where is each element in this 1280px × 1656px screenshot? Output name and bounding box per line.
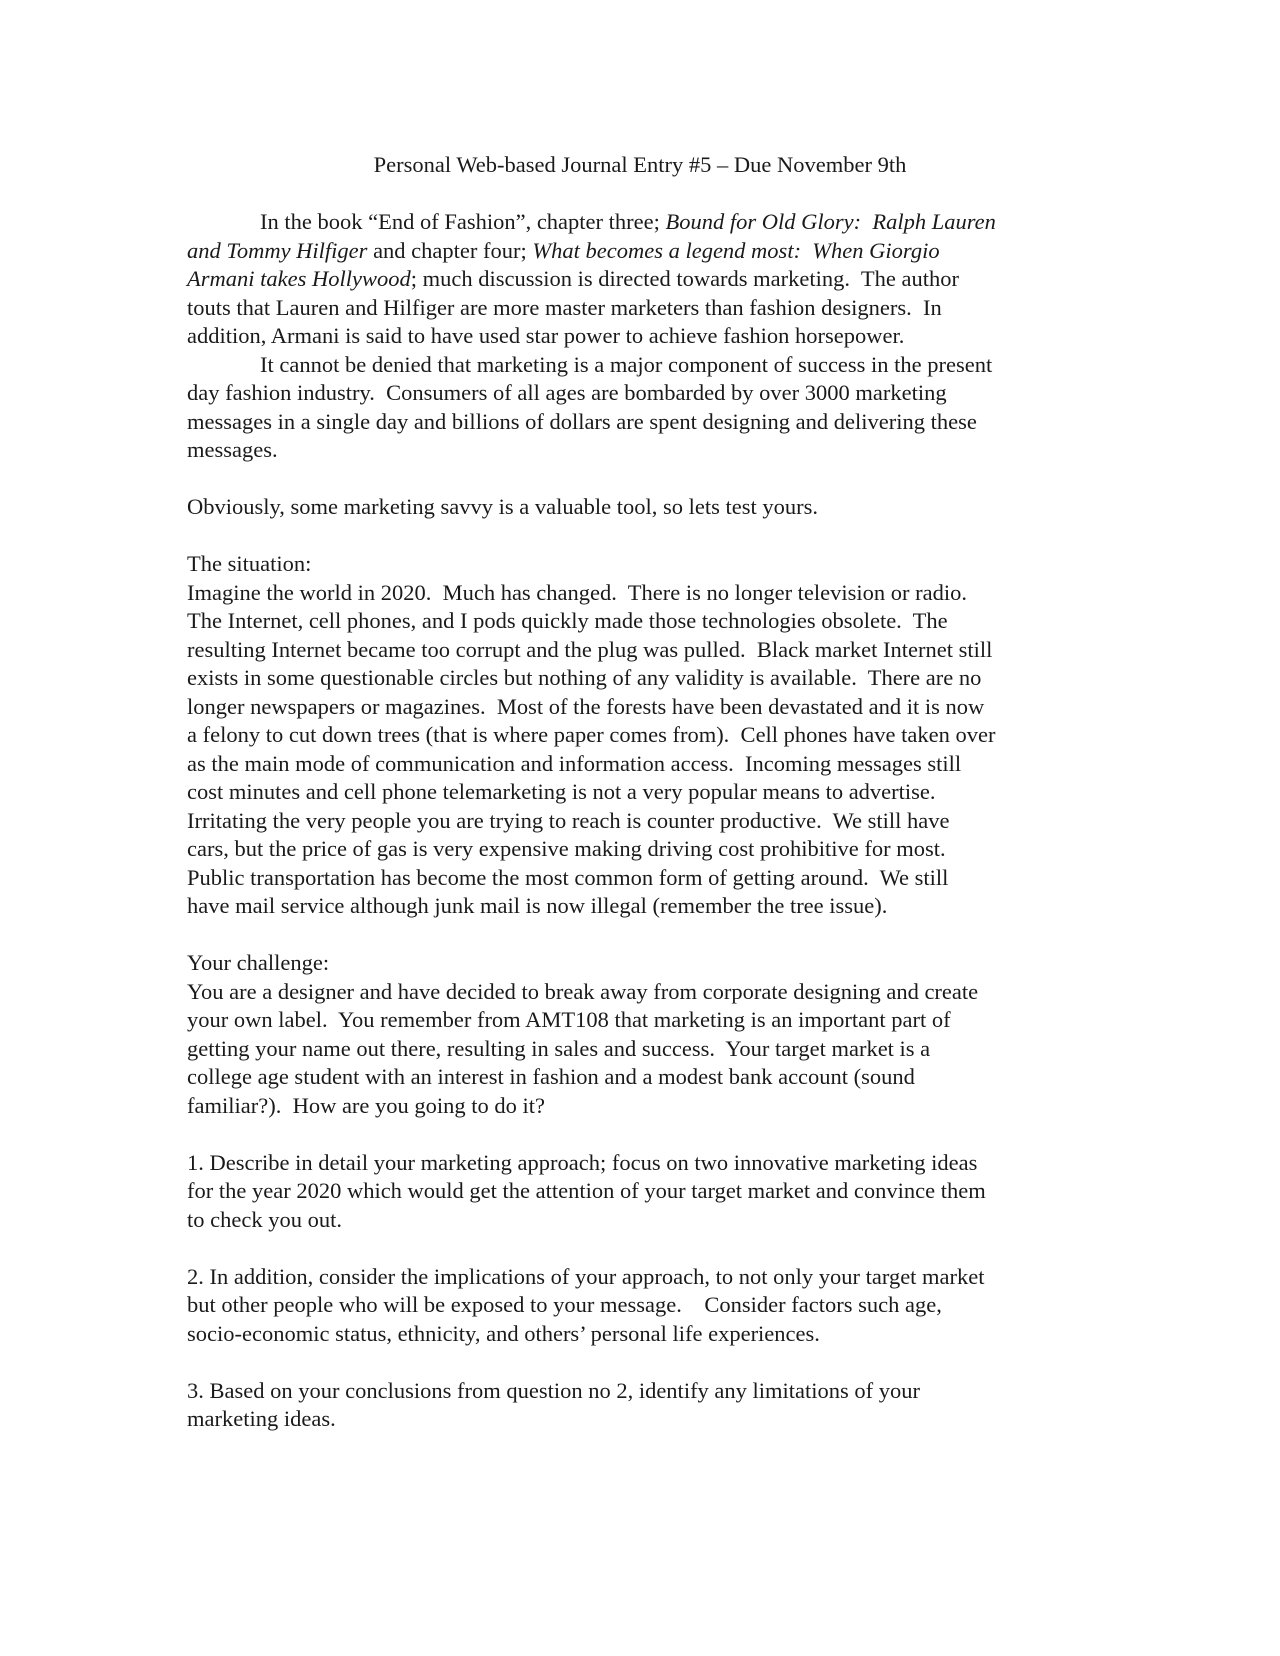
question-line: 3. Based on your conclusions from question no 2, identify any limitations of your — [187, 1377, 921, 1403]
challenge-line: familiar?). How are you going to do it? — [187, 1092, 546, 1118]
situation-line: have mail service although junk mail is now illegal (remember the tree issue). — [187, 893, 888, 918]
paragraph-line: messages in a single day and billions of dollars are spent designing and delivering these — [187, 408, 977, 434]
question-2 — [187, 1263, 1087, 1349]
question-line: for the year 2020 which would get the attention of your target market and convince them — [187, 1178, 986, 1203]
intro-line — [187, 237, 1087, 266]
blank-line — [187, 1348, 1087, 1377]
question-1 — [187, 1149, 1087, 1235]
question-line: 2. In addition, consider the implications of your approach, to not only your target market — [187, 1263, 985, 1289]
question-3 — [187, 1377, 1087, 1434]
intro-text: In the book “End of Fashion”, chapter three; — [260, 209, 666, 234]
situation-line: a felony to cut down trees (that is where paper comes from). Cell phones have taken over — [187, 722, 996, 747]
challenge-line: your own label. You remember from AMT108 that marketing is an important part of — [187, 1007, 951, 1032]
book-chapter-title: What becomes a legend most: When Giorgio — [532, 237, 940, 263]
blank-line — [187, 1120, 1087, 1149]
blank-line — [187, 1234, 1087, 1263]
question-line: socio-economic status, ethnicity, and others’ personal life experiences. — [187, 1320, 820, 1346]
book-chapter-title: and Tommy Hilfiger — [187, 237, 368, 263]
paragraph-line: It cannot be denied that marketing is a major component of success in the present — [260, 351, 993, 377]
document-title: Personal Web-based Journal Entry #5 – Due November 9th — [373, 152, 907, 177]
book-chapter-title: Bound for Old Glory: Ralph Lauren — [665, 209, 996, 234]
question-line: but other people who will be exposed to your message. Consider factors such age, — [187, 1292, 942, 1317]
intro-text: and chapter four; — [367, 237, 533, 263]
intro-line — [187, 265, 1087, 294]
document-body — [187, 208, 1087, 1434]
challenge-line: You are a designer and have decided to break away from corporate designing and create — [187, 978, 979, 1004]
situation-line: Public transportation has become the most common form of getting around. We still — [187, 864, 949, 890]
question-line: marketing ideas. — [187, 1406, 336, 1431]
intro-line — [187, 208, 1087, 237]
situation-line: The Internet, cell phones, and I pods quickly made those technologies obsolete. The — [187, 608, 948, 633]
question-line: 1. Describe in detail your marketing approach; focus on two innovative marketing ideas — [187, 1149, 978, 1175]
book-chapter-title: Armani takes Hollywood — [187, 266, 411, 291]
situation-line: cars, but the price of gas is very expensive making driving cost prohibitive for most. — [187, 836, 946, 861]
marketing-paragraph — [187, 351, 1087, 465]
situation-line: as the main mode of communication and information access. Incoming messages still — [187, 750, 962, 776]
challenge-heading: Your challenge: — [187, 950, 330, 975]
question-line: to check you out. — [187, 1206, 342, 1232]
situation-line: Irritating the very people you are trying to reach is counter productive. We still have — [187, 807, 950, 833]
intro-paragraph — [187, 208, 1087, 351]
obviously-line: Obviously, some marketing savvy is a valuable tool, so lets test yours. — [187, 494, 818, 519]
situation-line: resulting Internet became too corrupt and the plug was pulled. Black market Internet still — [187, 636, 993, 662]
paragraph-line: messages. — [187, 437, 278, 462]
situation-line: longer newspapers or magazines. Most of the forests have been devastated and it is now — [187, 693, 985, 719]
situation-line: Imagine the world in 2020. Much has changed. There is no longer television or radio. — [187, 579, 968, 605]
blank-line — [187, 921, 1087, 950]
challenge-line: getting your name out there, resulting in sales and success. Your target market is a — [187, 1035, 931, 1061]
intro-line: touts that Lauren and Hilfiger are more master marketers than fashion designers. In — [187, 294, 942, 320]
challenge-section — [187, 949, 1087, 1120]
situation-section — [187, 550, 1087, 921]
paragraph-line: day fashion industry. Consumers of all ages are bombarded by over 3000 marketing — [187, 380, 947, 405]
challenge-line: college age student with an interest in fashion and a modest bank account (sound — [187, 1064, 915, 1089]
blank-line — [187, 465, 1087, 494]
situation-line: cost minutes and cell phone telemarketing is not a very popular means to advertise. — [187, 779, 936, 804]
intro-line: addition, Armani is said to have used star power to achieve fashion horsepower. — [187, 323, 905, 348]
situation-line: exists in some questionable circles but nothing of any validity is available. There are no — [187, 665, 982, 690]
intro-text: ; much discussion is directed towards marketing. The author — [410, 266, 959, 291]
situation-heading: The situation: — [187, 551, 312, 576]
blank-line — [187, 522, 1087, 551]
